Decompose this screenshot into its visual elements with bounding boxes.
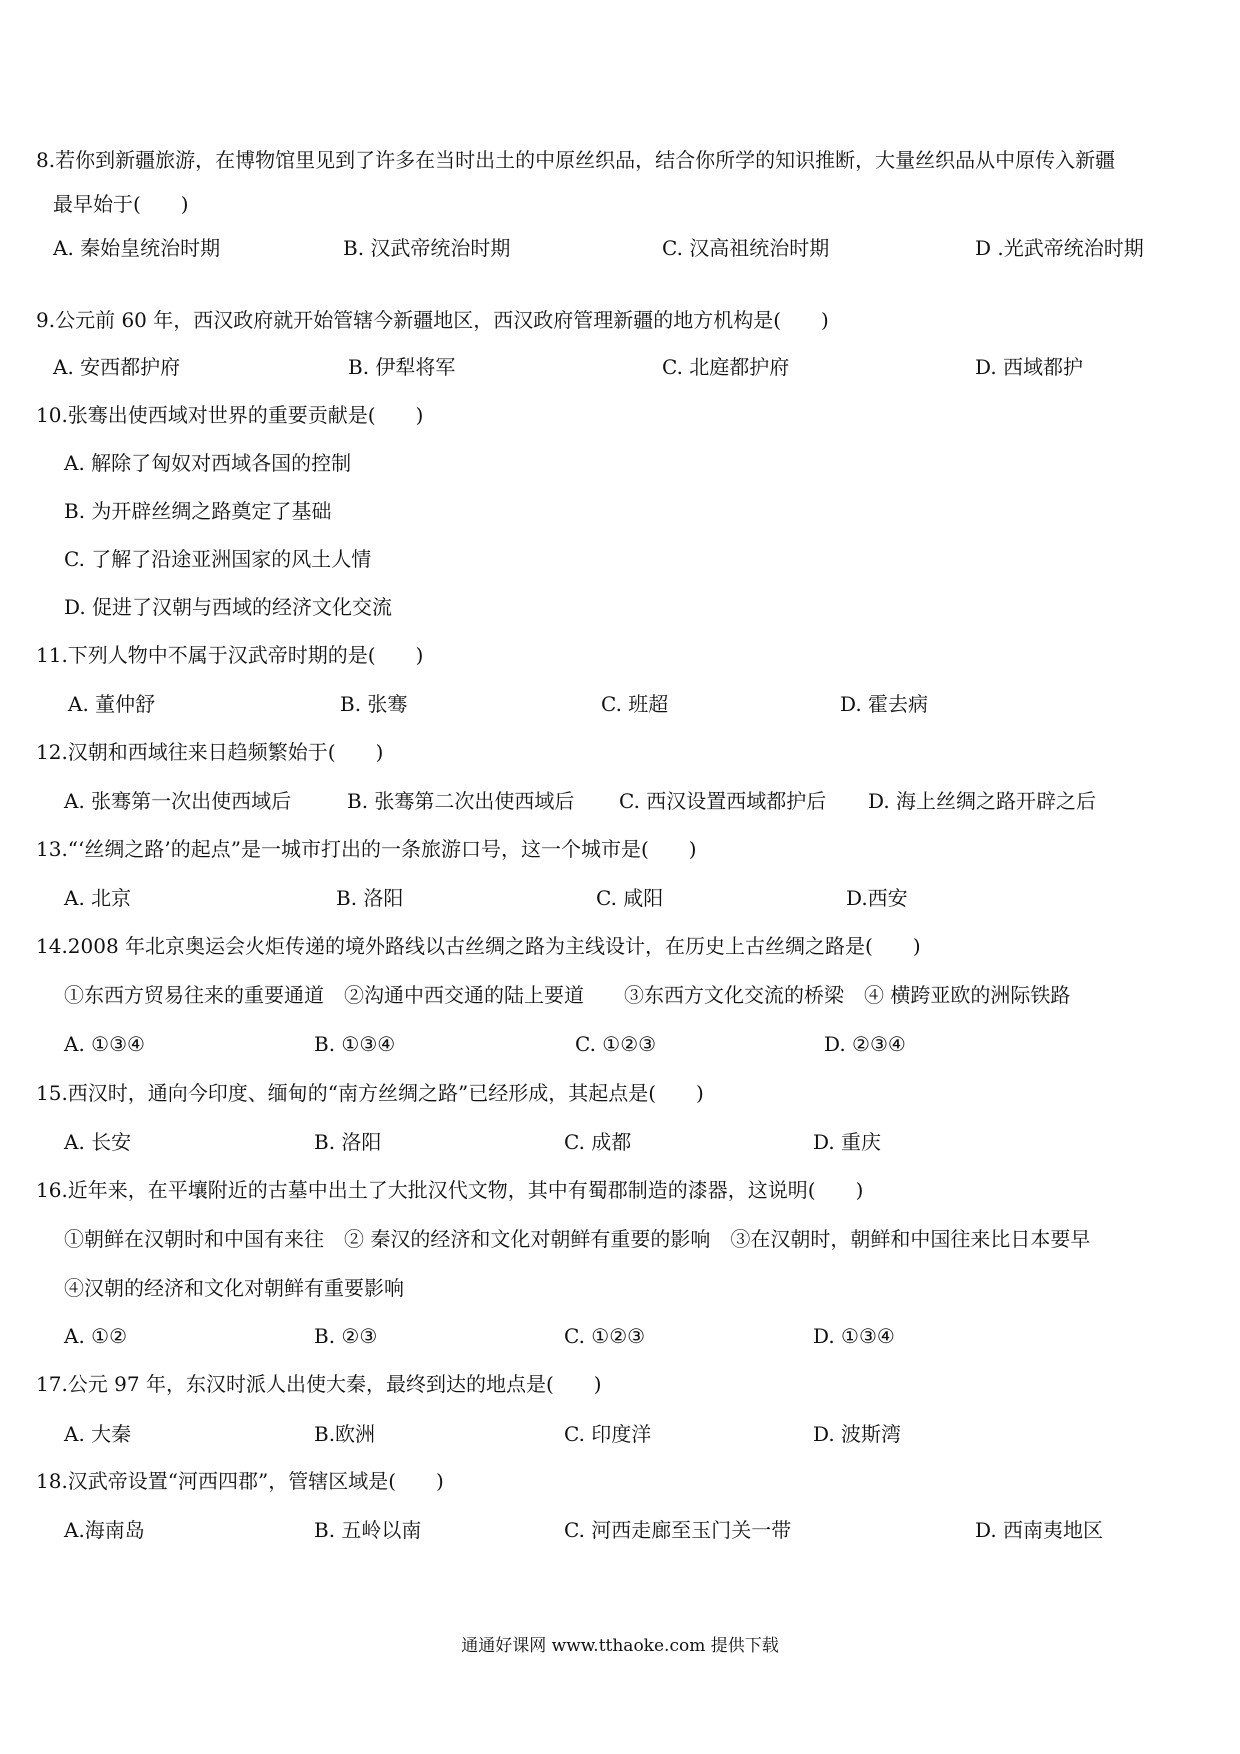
q18-option-b: B. 五岭以南 [314, 1518, 422, 1542]
q15-stem: 15.西汉时，通向今印度、缅甸的“南方丝绸之路”已经形成，其起点是( ) [36, 1081, 704, 1105]
q8-option-c: C. 汉高祖统治时期 [662, 236, 830, 260]
q12-option-d: D. 海上丝绸之路开辟之后 [868, 789, 1097, 813]
q12-option-b: B. 张骞第二次出使西域后 [347, 789, 575, 813]
q10-stem: 10.张骞出使西域对世界的重要贡献是( ) [36, 403, 424, 427]
footer-download-note: 通通好课网 www.tthaoke.com 提供下载 [461, 1636, 779, 1656]
q14-option-c: C. ①②③ [575, 1032, 657, 1056]
q11-option-d: D. 霍去病 [840, 692, 929, 716]
q18-option-c: C. 河西走廊至玉门关一带 [564, 1518, 792, 1542]
q12-option-a: A. 张骞第一次出使西域后 [64, 789, 292, 813]
q10-option-c: C. 了解了沿途亚洲国家的风土人情 [64, 547, 372, 571]
q14-option-d: D. ②③④ [824, 1032, 906, 1056]
q9-option-a: A. 安西都护府 [53, 355, 181, 379]
q8-stem-line2: 最早始于( ) [53, 192, 189, 216]
q16-option-a: A. ①② [64, 1324, 128, 1348]
q16-option-d: D. ①③④ [813, 1324, 895, 1348]
q15-option-d: D. 重庆 [813, 1130, 882, 1154]
q13-option-b: B. 洛阳 [336, 886, 404, 910]
q11-option-c: C. 班超 [601, 692, 669, 716]
q9-option-d: D. 西域都护 [975, 355, 1084, 379]
q14-statements: ①东西方贸易往来的重要通道 ②沟通中西交通的陆上要道 ③东西方文化交流的桥梁 ④ 横跨亚欧的洲际铁路 [64, 983, 1071, 1007]
q10-option-a: A. 解除了匈奴对西域各国的控制 [64, 451, 352, 475]
q9-option-b: B. 伊犁将军 [348, 355, 456, 379]
q17-option-d: D. 波斯湾 [813, 1422, 902, 1446]
q17-stem: 17.公元 97 年，东汉时派人出使大秦，最终到达的地点是( ) [36, 1372, 602, 1396]
q17-option-c: C. 印度洋 [564, 1422, 652, 1446]
q18-stem: 18.汉武帝设置“河西四郡”，管辖区域是( ) [36, 1469, 444, 1493]
q10-option-d: D. 促进了汉朝与西域的经济文化交流 [64, 595, 393, 619]
q16-option-b: B. ②③ [314, 1324, 378, 1348]
q15-option-a: A. 长安 [64, 1130, 132, 1154]
q13-option-d: D.西安 [846, 886, 908, 910]
q11-stem: 11.下列人物中不属于汉武帝时期的是( ) [36, 643, 424, 667]
q16-option-c: C. ①②③ [564, 1324, 646, 1348]
q12-stem: 12.汉朝和西域往来日趋频繁始于( ) [36, 740, 384, 764]
q16-statements-line2: ④汉朝的经济和文化对朝鲜有重要影响 [64, 1276, 404, 1300]
q8-stem-line1: 8.若你到新疆旅游，在博物馆里见到了许多在当时出土的中原丝织品，结合你所学的知识推断，大量丝织品从中原传入新疆 [36, 148, 1116, 172]
q9-stem: 9.公元前 60 年，西汉政府就开始管辖今新疆地区，西汉政府管理新疆的地方机构是( ) [36, 308, 829, 332]
q13-stem: 13.“‘丝绸之路’的起点”是一城市打出的一条旅游口号，这一个城市是( ) [36, 837, 697, 861]
q12-option-c: C. 西汉设置西域都护后 [619, 789, 827, 813]
q11-option-b: B. 张骞 [340, 692, 408, 716]
q17-option-b: B.欧洲 [314, 1422, 376, 1446]
q16-statements-line1: ①朝鲜在汉朝时和中国有来往 ② 秦汉的经济和文化对朝鲜有重要的影响 ③在汉朝时，朝鲜和中国往来比日本要早 [64, 1227, 1091, 1251]
q17-option-a: A. 大秦 [64, 1422, 132, 1446]
q14-stem: 14.2008 年北京奥运会火炬传递的境外路线以古丝绸之路为主线设计，在历史上古丝绸之路是( ) [36, 934, 921, 958]
q13-option-c: C. 咸阳 [596, 886, 664, 910]
q9-option-c: C. 北庭都护府 [662, 355, 790, 379]
q14-option-a: A. ①③④ [64, 1032, 145, 1056]
q16-stem: 16.近年来，在平壤附近的古墓中出土了大批汉代文物，其中有蜀郡制造的漆器，这说明( ) [36, 1178, 864, 1202]
q18-option-a: A.海南岛 [64, 1518, 145, 1542]
q11-option-a: A. 董仲舒 [68, 692, 156, 716]
q13-option-a: A. 北京 [64, 886, 132, 910]
q18-option-d: D. 西南夷地区 [975, 1518, 1104, 1542]
q8-option-b: B. 汉武帝统治时期 [343, 236, 511, 260]
q15-option-c: C. 成都 [564, 1130, 632, 1154]
q8-option-d: D .光武帝统治时期 [975, 236, 1144, 260]
q8-option-a: A. 秦始皇统治时期 [53, 236, 221, 260]
q10-option-b: B. 为开辟丝绸之路奠定了基础 [64, 499, 332, 523]
q14-option-b: B. ①③④ [314, 1032, 396, 1056]
q15-option-b: B. 洛阳 [314, 1130, 382, 1154]
